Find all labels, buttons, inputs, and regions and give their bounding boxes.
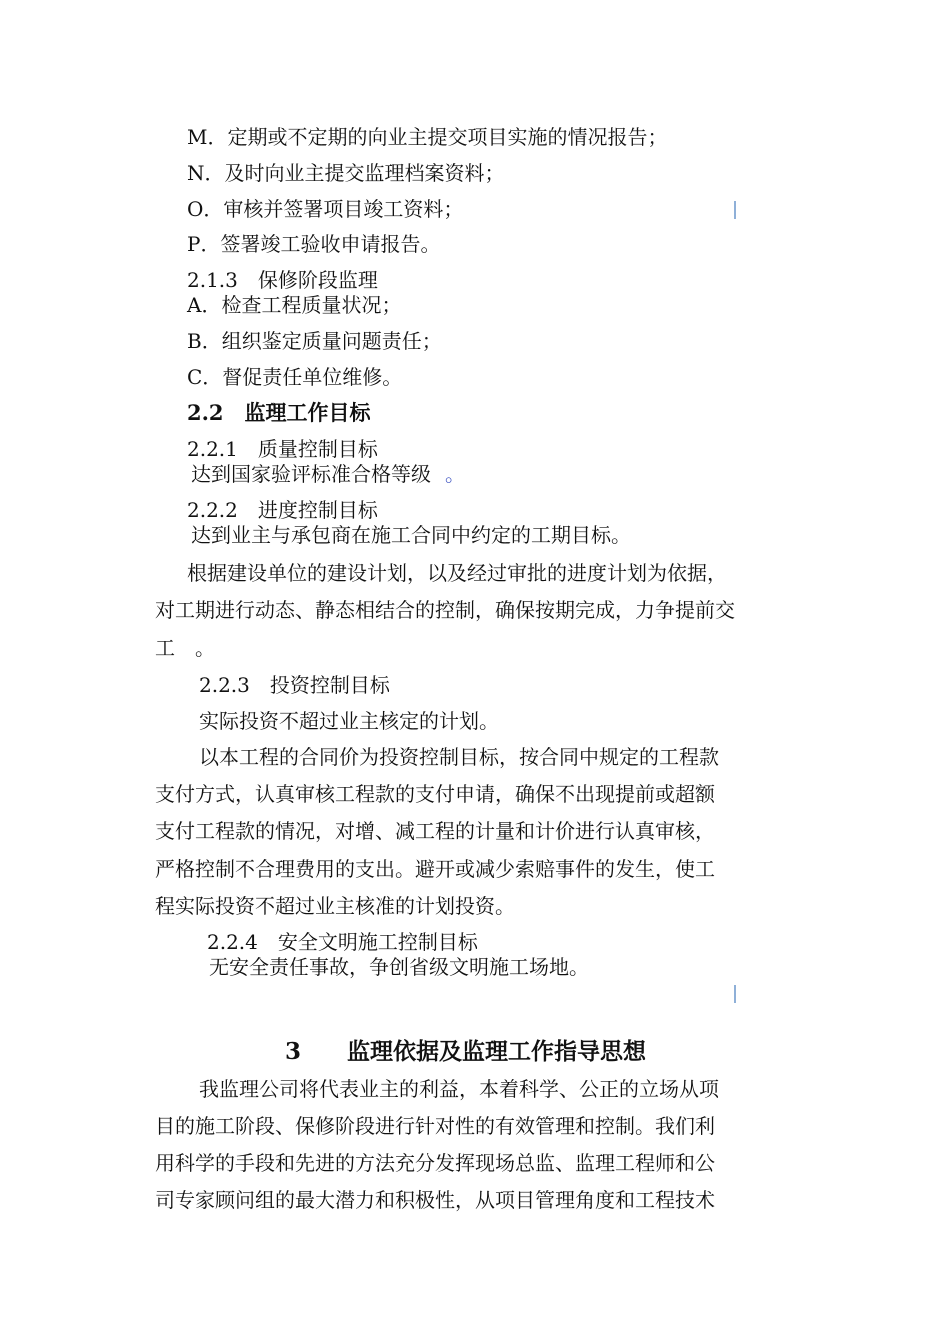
schedule-paragraph-line-2: 对工期进行动态、静态相结合的控制，确保按期完成，力争提前交 (155, 598, 735, 622)
text-cursor-mark (734, 201, 736, 219)
schedule-target-text: 达到业主与承包商在施工合同中约定的工期目标。 (191, 523, 631, 547)
section-heading-2-2-4: 2.2.4 安全文明施工控制目标 (207, 930, 478, 954)
list-item-p: P．签署竣工验收申请报告。 (187, 232, 441, 256)
section-heading-2-1-3: 2.1.3 保修阶段监理 (187, 268, 378, 292)
schedule-paragraph-line-1: 根据建设单位的建设计划，以及经过审批的进度计划为依据， (187, 561, 727, 585)
section-heading-2-2-2: 2.2.2 进度控制目标 (187, 498, 378, 522)
text-cursor-mark (734, 985, 736, 1003)
quality-target-text (191, 462, 465, 486)
chapter-3-paragraph-line-1: 我监理公司将代表业主的利益，本着科学、公正的立场从项 (199, 1077, 719, 1101)
investment-paragraph-line-1: 以本工程的合同价为投资控制目标，按合同中规定的工程款 (199, 745, 719, 769)
chapter-3-paragraph-line-2: 目的施工阶段、保修阶段进行针对性的有效管理和控制。我们利 (155, 1114, 715, 1138)
list-item-b: B．组织鉴定质量问题责任； (187, 329, 442, 353)
investment-paragraph-line-5: 程实际投资不超过业主核准的计划投资。 (155, 894, 515, 918)
chapter-3-paragraph-line-4: 司专家顾问组的最大潜力和积极性，从项目管理角度和工程技术 (155, 1188, 715, 1212)
schedule-paragraph-line-3: 工 。 (155, 636, 215, 660)
quality-target-body: 达到国家验评标准合格等级 (191, 462, 431, 486)
investment-paragraph-line-2: 支付方式，认真审核工程款的支付申请，确保不出现提前或超额 (155, 782, 715, 806)
investment-target-text: 实际投资不超过业主核定的计划。 (199, 709, 499, 733)
investment-paragraph-line-3: 支付工程款的情况，对增、减工程的计量和计价进行认真审核， (155, 819, 715, 843)
quality-target-period: 。 (445, 462, 465, 486)
list-item-c: C．督促责任单位维修。 (187, 365, 403, 389)
investment-paragraph-line-4: 严格控制不合理费用的支出。避开或减少索赔事件的发生，使工 (155, 857, 715, 881)
chapter-3-paragraph-line-3: 用科学的手段和先进的方法充分发挥现场总监、监理工程师和公 (155, 1151, 715, 1175)
list-item-m: M．定期或不定期的向业主提交项目实施的情况报告； (187, 125, 668, 149)
section-heading-2-2-1: 2.2.1 质量控制目标 (187, 437, 378, 461)
list-item-a: A．检查工程质量状况； (187, 293, 402, 317)
section-heading-2-2-3: 2.2.3 投资控制目标 (199, 673, 390, 697)
list-item-n: N．及时向业主提交监理档案资料； (187, 161, 505, 185)
safety-target-text: 无安全责任事故，争创省级文明施工场地。 (209, 955, 589, 979)
section-heading-2-2: 2.2 监理工作目标 (187, 400, 371, 425)
chapter-heading-3: 3 监理依据及监理工作指导思想 (285, 1038, 647, 1065)
list-item-o: O．审核并签署项目竣工资料； (187, 197, 464, 221)
